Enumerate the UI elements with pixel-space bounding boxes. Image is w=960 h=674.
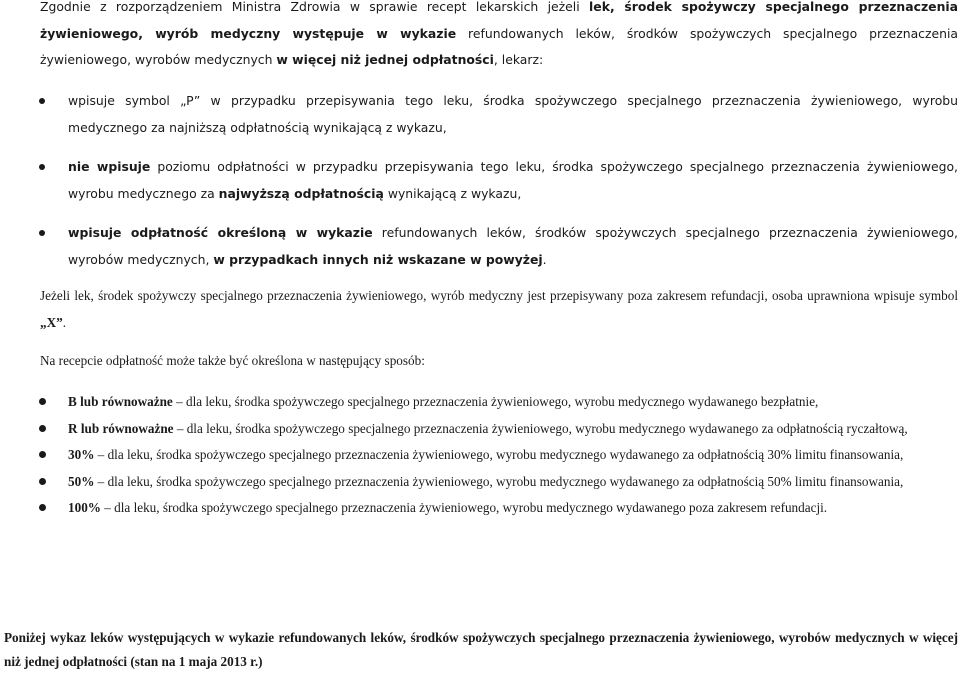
intro-bold-1: lek, środek spożywczy specjalnego przeznaczenia żywieniowego, wyrób medyczny występuje w wykazie: [40, 0, 959, 41]
bullet-icon: [39, 425, 46, 432]
bullet-icon: [39, 504, 46, 511]
payment-level-item: [0, 416, 958, 443]
rule-bold: najwyższą odpłatnością: [218, 185, 384, 201]
rule-text: wynikającą z wykazu,: [383, 185, 522, 201]
bullet-icon: [39, 398, 46, 405]
rule-item: [0, 220, 958, 273]
payment-code: 30%: [68, 447, 95, 462]
rule-text: wpisuje symbol „P” w przypadku przepisywania tego leku, środka spożywczego specjalnego przeznaczenia żywieniowego, wyrobu medycznego za najniższą odpłatnością wynikającą z wykazu,: [68, 93, 958, 135]
intro-text-2: refundowanych leków, środków spożywczych specjalnego przeznaczenia żywieniowego, wyrobów medycznych: [40, 25, 958, 67]
payment-level-item: [0, 389, 958, 416]
intro-text-1: Zgodnie z rozporządzeniem Ministra Zdrowia w sprawie recept lekarskich jeżeli: [40, 0, 590, 14]
x-note-text: Jeżeli lek, środek spożywczy specjalnego przeznaczenia żywieniowego, wyrób medyczny jest przepisywany poza zakresem refundacji, osoba uprawniona wpisuje symbol: [40, 288, 958, 303]
x-symbol: „X”: [40, 314, 63, 330]
rule-bold: wpisuje odpłatność określoną w wykazie: [68, 225, 373, 240]
bullet-icon: [39, 230, 45, 236]
rule-text: .: [542, 251, 547, 267]
payment-desc: – dla leku, środka spożywczego specjalnego przeznaczenia żywieniowego, wyrobu medycznego wydawanego za odpłatnością 30% limitu finansowania,: [94, 447, 904, 462]
bullet-icon: [39, 478, 46, 485]
payment-code: 100%: [68, 500, 101, 515]
payment-level-item: [0, 469, 958, 496]
footer-heading-text: Poniżej wykaz leków występujących w wykazie refundowanych leków, środków spożywczych specjalnego przeznaczenia żywieniowego, wyrobów medycznych w więcej niż jednej odpłatności (stan na 1 maja 2013 r.): [4, 630, 958, 669]
intro-text-3: , lekarz:: [493, 52, 544, 67]
rule-bold: w przypadkach innych niż wskazane w powyżej: [213, 251, 543, 267]
rule-item: [0, 88, 958, 141]
footer-heading: [4, 626, 958, 674]
payment-levels-list: [0, 389, 958, 522]
payment-desc: – dla leku, środka spożywczego specjalnego przeznaczenia żywieniowego, wyrobu medycznego wydawanego za odpłatnością 50% limitu finansowania,: [94, 473, 904, 489]
payment-code: R lub równoważne: [68, 420, 174, 436]
bullet-icon: [39, 98, 45, 104]
payment-desc: – dla leku, środka spożywczego specjalnego przeznaczenia żywieniowego, wyrobu medycznego wydawanego bezpłatnie,: [172, 394, 819, 409]
rule-text: refundowanych leków, środków spożywczych specjalnego przeznaczenia żywieniowego, wyrobów medycznych,: [68, 225, 959, 267]
intro-bold-2: w więcej niż jednej odpłatności: [276, 52, 494, 67]
payment-desc: – dla leku, środka spożywczego specjalnego przeznaczenia żywieniowego, wyrobu medycznego wydawanego poza zakresem refundacji.: [100, 500, 828, 515]
rule-item: [0, 154, 958, 207]
payment-desc: – dla leku, środka spożywczego specjalnego przeznaczenia żywieniowego, wyrobu medycznego wydawanego za odpłatnością ryczałtową,: [173, 420, 908, 436]
bullet-icon: [39, 451, 46, 458]
payment-level-item: [0, 442, 958, 469]
prescription-rules-list: [0, 88, 958, 273]
payment-level-item: [0, 495, 958, 522]
recipe-intro: Na recepcie odpłatność może także być określona w następujący sposób:: [40, 353, 425, 368]
intro-paragraph: [40, 0, 958, 74]
bullet-icon: [39, 164, 45, 170]
payment-code: B lub równoważne: [68, 394, 173, 409]
payment-code: 50%: [68, 473, 95, 489]
rule-bold: nie wpisuje: [68, 159, 151, 174]
x-note-end: .: [62, 314, 67, 330]
rule-text: poziomu odpłatności w przypadku przepisywania tego leku, środka spożywczego specjalnego przeznaczenia żywieniowego, wyrobu medycznego za: [68, 159, 958, 201]
x-symbol-paragraph: [40, 283, 958, 336]
